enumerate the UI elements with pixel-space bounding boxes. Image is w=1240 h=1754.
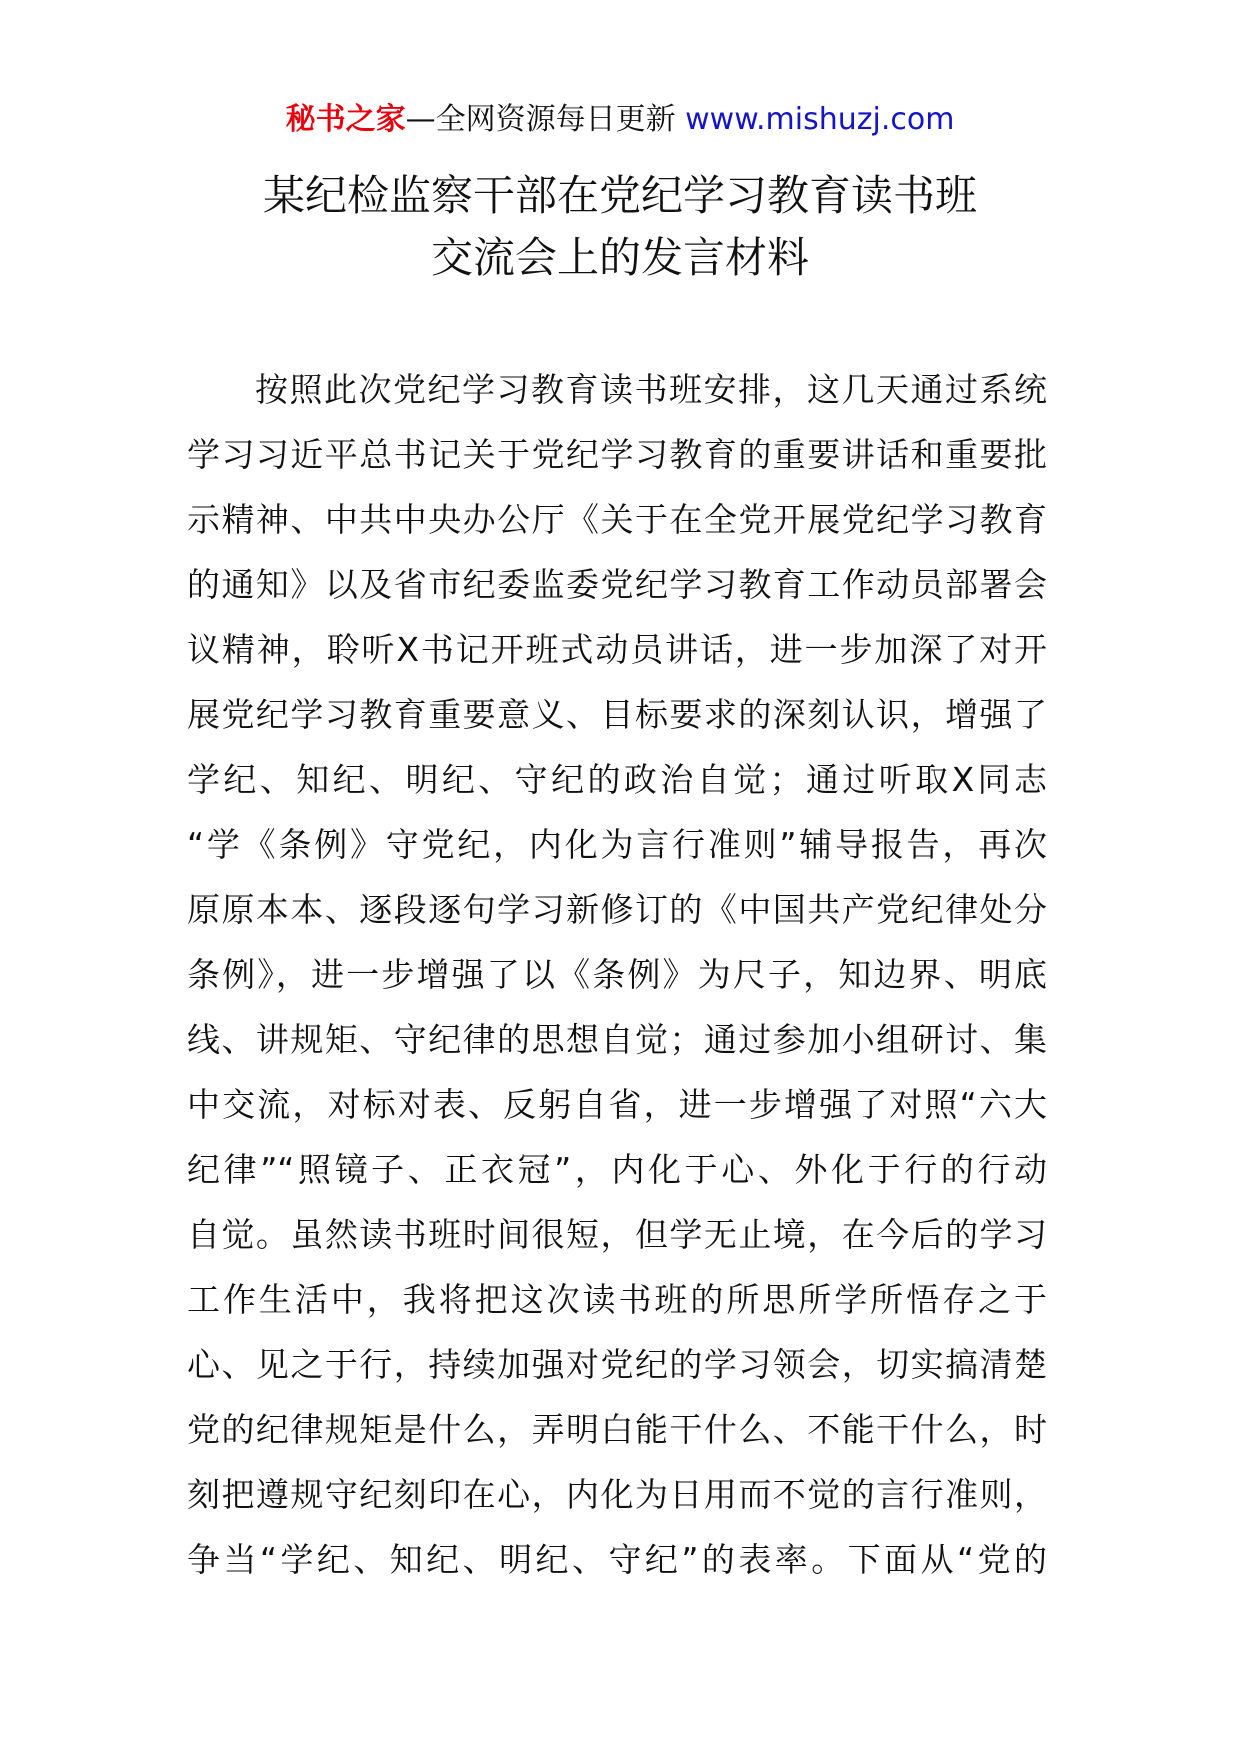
body-line: 学习习近平总书记关于党纪学习教育的重要讲话和重要批	[187, 435, 1047, 474]
body-line: 线、讲规矩、守纪律的思想自觉；通过参加小组研讨、集	[187, 1020, 1047, 1059]
body-line: 学纪、知纪、明纪、守纪的政治自觉；通过听取X同志	[187, 760, 1047, 799]
body-line: 自觉。虽然读书班时间很短，但学无止境，在今后的学习	[187, 1215, 1047, 1254]
body-line: 刻把遵规守纪刻印在心，内化为日用而不觉的言行准则，	[187, 1475, 1047, 1514]
body-line: 中交流，对标对表、反躬自省，进一步增强了对照“六大	[187, 1085, 1047, 1124]
body-line: 争当“学纪、知纪、明纪、守纪”的表率。下面从“党的	[187, 1540, 1047, 1579]
body-line: 按照此次党纪学习教育读书班安排，这几天通过系统	[255, 370, 1047, 409]
body-line: 心、见之于行，持续加强对党纪的学习领会，切实搞清楚	[187, 1345, 1047, 1384]
body-line: 条例》，进一步增强了以《条例》为尺子，知边界、明底	[187, 955, 1047, 994]
site-url-link[interactable]: www.mishuzj.com	[685, 102, 955, 137]
title-line-1: 某纪检监察干部在党纪学习教育读书班	[262, 171, 977, 220]
document-title	[0, 165, 1240, 289]
body-line: 党的纪律规矩是什么，弄明白能干什么、不能干什么，时	[187, 1410, 1047, 1449]
body-line: 的通知》以及省市纪委监委党纪学习教育工作动员部署会	[187, 565, 1047, 604]
body-line: 示精神、中共中央办公厅《关于在全党开展党纪学习教育	[187, 500, 1047, 539]
body-paragraph	[187, 357, 1047, 1592]
title-line-2: 交流会上的发言材料	[430, 233, 809, 282]
body-line: “学《条例》守党纪，内化为言行准则”辅导报告，再次	[187, 825, 1047, 864]
body-line: 纪律”“照镜子、正衣冠”，内化于心、外化于行的行动	[187, 1150, 1047, 1189]
site-header	[0, 100, 1240, 140]
site-tagline: —全网资源每日更新	[405, 102, 676, 137]
body-line: 工作生活中，我将把这次读书班的所思所学所悟存之于	[187, 1280, 1047, 1319]
body-line: 展党纪学习教育重要意义、目标要求的深刻认识，增强了	[187, 695, 1047, 734]
body-line: 议精神，聆听X书记开班式动员讲话，进一步加深了对开	[187, 630, 1047, 669]
site-name: 秘书之家	[285, 102, 406, 137]
body-line: 原原本本、逐段逐句学习新修订的《中国共产党纪律处分	[187, 890, 1047, 929]
